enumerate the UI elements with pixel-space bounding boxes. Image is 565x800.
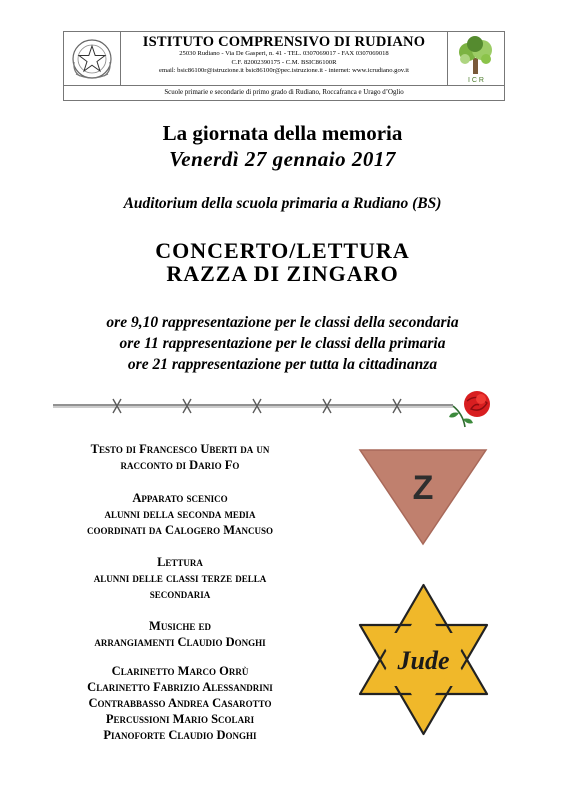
event-venue: Auditorium della scuola primaria a Rudiano (BS) (123, 195, 442, 212)
performer-1: Clarinetto Marco Orrù (111, 664, 249, 678)
credits-stage-line2: alunni della seconda media (104, 507, 256, 521)
performer-3: Contrabbasso Andrea Casarotto (88, 696, 272, 710)
credits-music (20, 618, 340, 650)
credits-reading-line3: secondaria (149, 587, 211, 601)
school-codes: C.F. 82002390175 - C.M. BSIC86100R (231, 58, 337, 66)
credits-reading-line1: Lettura (157, 555, 203, 569)
credits-text (20, 441, 340, 473)
concert-title-line2: RAZZA DI ZINGARO (166, 261, 399, 286)
credits-music-line2: arrangiamenti Claudio Donghi (94, 635, 266, 649)
credits-stage (20, 490, 340, 538)
concert-title-line1: CONCERTO/LETTURA (155, 238, 410, 263)
schools-line: Scuole primarie e secondarie di primo grado di Rudiano, Roccafranca e Urago d’Oglio (164, 89, 404, 96)
school-name: ISTITUTO COMPRENSIVO DI RUDIANO (142, 34, 426, 50)
letterhead (63, 31, 505, 101)
triangle-letter: Z (412, 469, 434, 507)
school-tree-logo-icon (447, 32, 504, 85)
credits-text-line1: Testo di Francesco Uberti da un (90, 442, 270, 456)
triangle-badge-icon (357, 447, 489, 547)
yellow-star-badge-icon (346, 582, 501, 737)
barbed-wire-rose-icon (53, 389, 503, 433)
credits-stage-line1: Apparato scenico (132, 491, 228, 505)
credits-stage-line3: coordinati da Calogero Mancuso (86, 523, 274, 537)
performer-2: Clarinetto Fabrizio Alessandrini (87, 680, 273, 694)
credits-reading-line2: alunni delle classi terze della (93, 571, 267, 585)
italian-republic-emblem-icon (64, 32, 121, 85)
showtime-1: ore 9,10 rappresentazione per le classi della secondaria (106, 314, 459, 331)
showtime-2: ore 11 rappresentazione per le classi della primaria (119, 335, 446, 352)
performer-5: Pianoforte Claudio Donghi (103, 728, 257, 742)
event-title: La giornata della memoria (162, 121, 403, 145)
school-contacts: email: bsic86100r@istruzione.it bsic86100r@pec.istruzione.it - internet: www.icrudiano.gov.it (159, 67, 409, 74)
credits-reading (20, 554, 340, 602)
letterhead-main (64, 32, 504, 86)
svg-text:I C R: I C R (468, 77, 484, 84)
credits-text-line2: racconto di Dario Fo (120, 458, 240, 472)
star-text: Jude (397, 646, 450, 675)
showtime-3: ore 21 rappresentazione per tutta la cittadinanza (127, 356, 438, 373)
credits-performers (20, 663, 340, 743)
event-date: Venerdì 27 gennaio 2017 (169, 147, 396, 171)
performer-4: Percussioni Mario Scolari (105, 712, 255, 726)
school-address: 25030 Rudiano - Via De Gasperi, n. 41 - TEL. 0307069017 - FAX 0307069018 (179, 50, 389, 57)
credits-music-line1: Musiche ed (149, 619, 211, 633)
